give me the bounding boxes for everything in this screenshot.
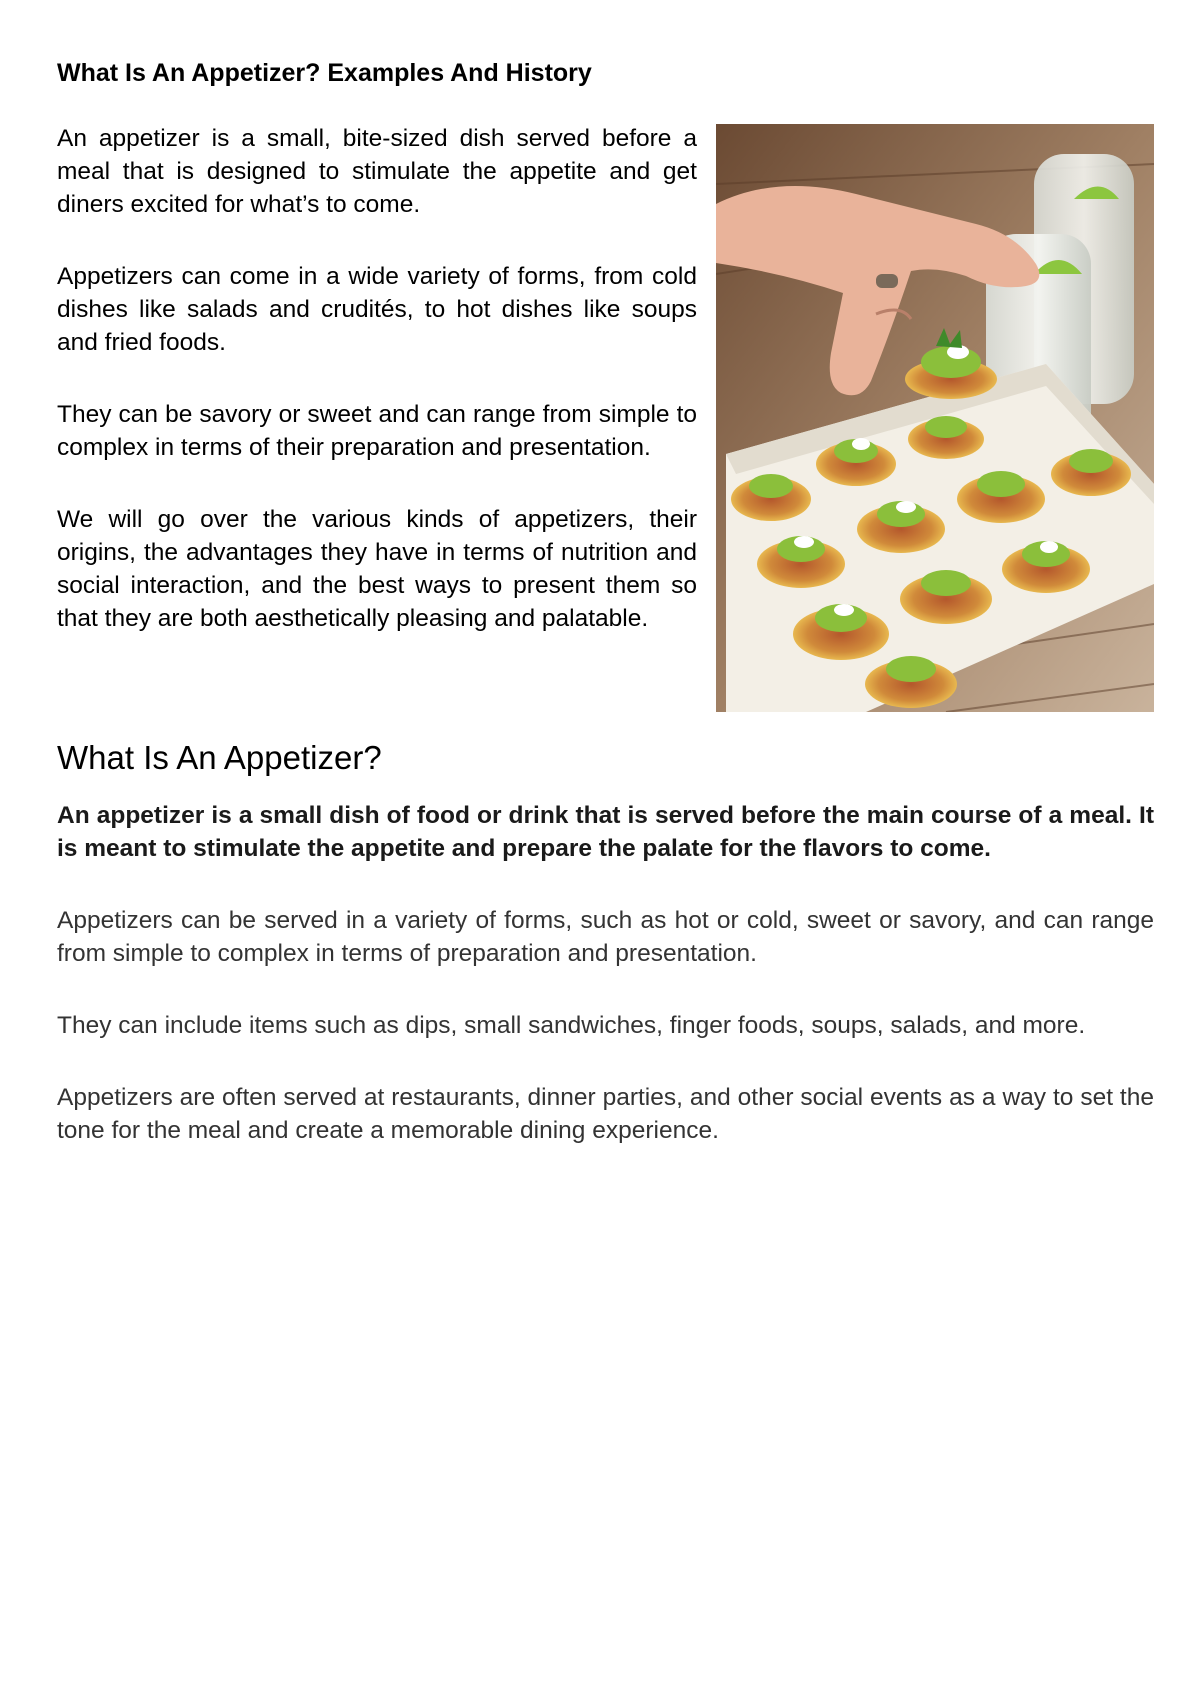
intro-column — [57, 122, 697, 674]
document-title: What Is An Appetizer? Examples And History — [57, 59, 592, 87]
section-lead-paragraph: An appetizer is a small dish of food or drink that is served before the main course of a meal. It is meant to stimulate the appetite and prepare the palate for the flavors to come. — [57, 802, 1154, 862]
section-body — [57, 799, 1154, 1186]
intro-paragraph-1: An appetizer is a small, bite-sized dish served before a meal that is designed to stimulate the appetite and get diners excited for what’s to come. — [57, 125, 697, 218]
intro-paragraph-3: They can be savory or sweet and can range from simple to complex in terms of their preparation and presentation. — [57, 401, 697, 461]
intro-paragraph-4: We will go over the various kinds of appetizers, their origins, the advantages they have in terms of nutrition and social interaction, and the best ways to present them so that they are both aesthetically pleasing and palatable. — [57, 506, 697, 632]
section-paragraph-3: Appetizers are often served at restaurants, dinner parties, and other social events as a way to set the tone for the meal and create a memorable dining experience. — [57, 1084, 1154, 1144]
section-heading: What Is An Appetizer? — [57, 739, 382, 776]
section-paragraph-1: Appetizers can be served in a variety of forms, such as hot or cold, sweet or savory, and can range from simple to complex in terms of preparation and presentation. — [57, 907, 1154, 967]
intro-paragraph-2: Appetizers can come in a wide variety of forms, from cold dishes like salads and crudités, to hot dishes like soups and fried foods. — [57, 263, 697, 356]
appetizer-photo-illustration — [716, 124, 1154, 712]
appetizer-photo — [716, 124, 1154, 712]
section-paragraph-2: They can include items such as dips, small sandwiches, finger foods, soups, salads, and more. — [57, 1012, 1086, 1039]
